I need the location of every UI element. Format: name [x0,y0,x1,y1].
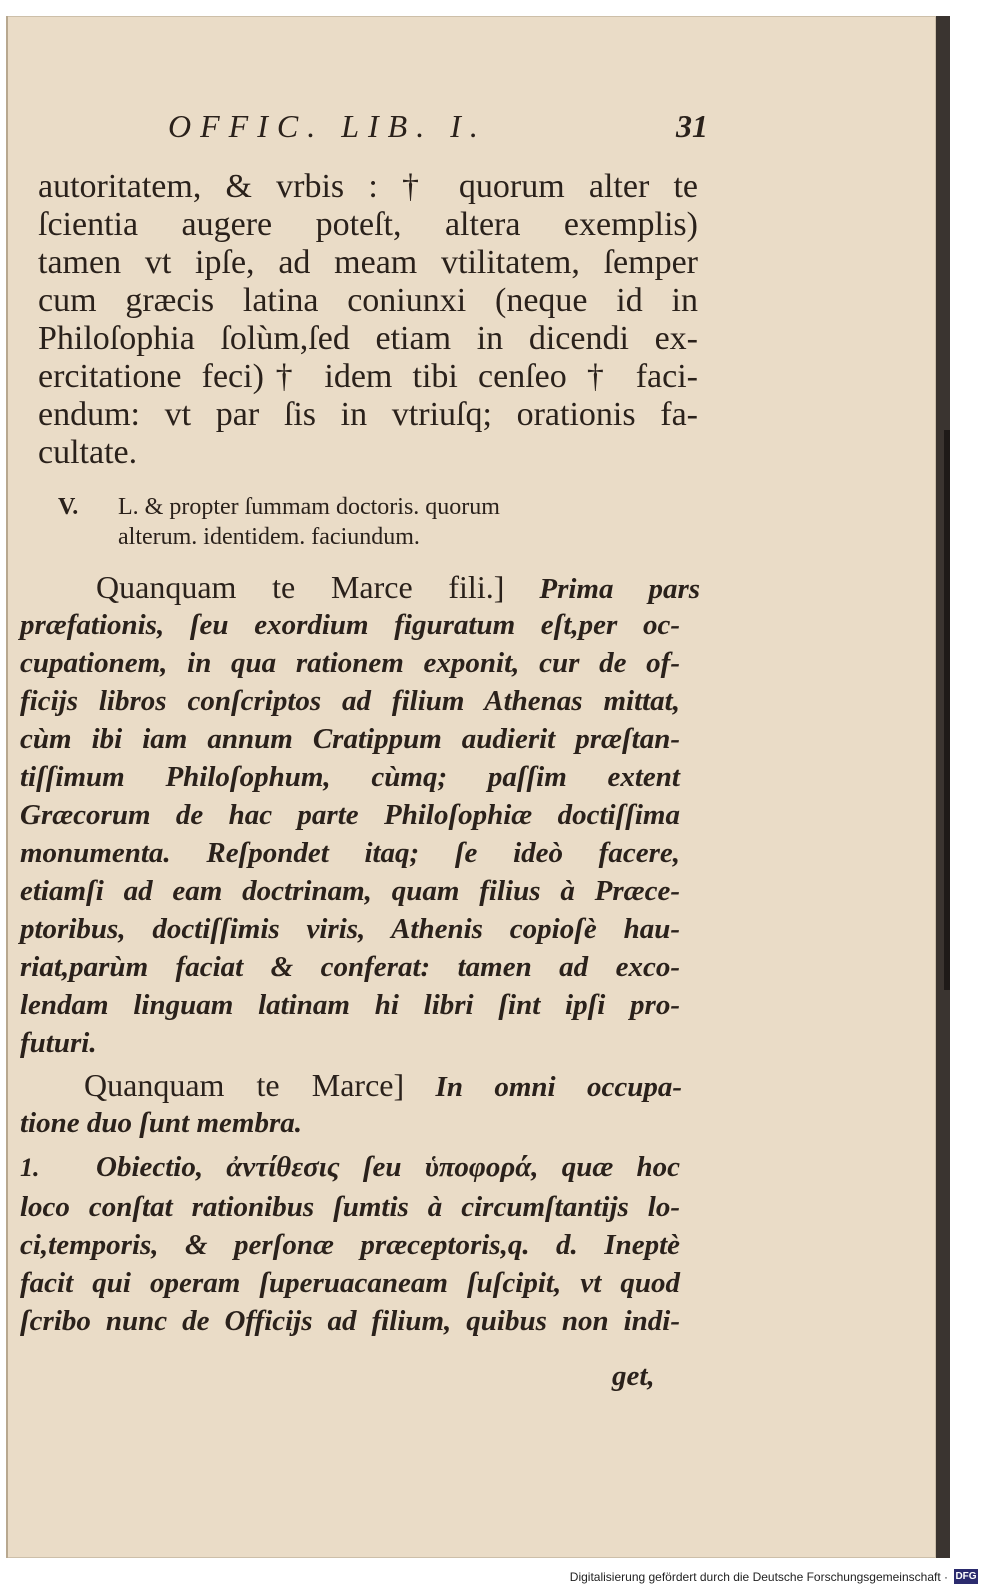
running-head: OFFIC. LIB. I. [168,108,487,144]
lemma: Quanquam te Marce] [84,1067,405,1103]
commentary-line: tiſſimum Philoſophum, cùmq; paſſim extent [20,761,680,793]
page-header [168,108,708,152]
commentary-line: cùm ibi iam annum Cratippum audierit præſtan- [20,723,680,755]
commentary-line: ſcribo nunc de Officijs ad filium, quibus non indi- [20,1305,680,1337]
lemma: Quanquam te Marce fili.] [96,569,505,605]
text-line: cultate. [38,434,138,471]
commentary-line: monumenta. Reſpondet itaq; ſe ideò facere, [20,837,680,869]
text-line: Philoſophia ſolùm,ſed etiam in dicendi ex- [38,320,698,357]
commentary-line: ci,temporis, & perſonæ præceptoris,q. d. Ineptè [20,1229,680,1261]
commentary-line [84,1066,682,1106]
variant-reading-line: alterum. identidem. faciundum. [118,524,420,550]
variant-reading-line [58,492,678,522]
commentary-line: Græcorum de hac parte Philoſophiæ doctiſſima [20,799,680,831]
text-line: tamen vt ipſe, ad meam vtilitatem, ſemper [38,244,698,281]
commentary-line: futuri. [20,1027,97,1059]
commentary-text: Prima pars [539,573,701,605]
dfg-logo: DFG [955,1571,977,1582]
commentary-line: ptoribus, doctiſſimis viris, Athenis copioſè hau- [20,913,680,945]
text-line: ercitatione feci)† idem tibi cenſeo † faci- [38,358,698,395]
commentary-line: etiamſi ad eam doctrinam, quam filius à Præce- [20,875,680,907]
catchword: get, [612,1360,655,1392]
variant-text: L. & propter ſummam doctoris. quorum [118,494,500,520]
commentary-text: In omni occupa- [435,1071,683,1103]
section-number: 1. [20,1153,40,1182]
commentary-line: cupationem, in qua rationem exponit, cur de of- [20,647,680,679]
commentary-line: ficijs libros conſcriptos ad filium Athenas mittat, [20,685,680,717]
page-left-edge [6,16,8,1558]
text-line: autoritatem, & vrbis : † quorum alter te [38,168,698,205]
commentary-line: loco conſtat rationibus ſumtis à circumſtantijs lo- [20,1191,680,1223]
commentary-line: lendam linguam latinam hi libri ſint ipſi pro- [20,989,680,1021]
commentary-line: præfationis, ſeu exordium figuratum eſt,per oc- [20,609,680,641]
commentary-line: tione duo ſunt membra. [20,1107,302,1139]
text-line: endum: vt par ſis in vtriuſq; orationis fa- [38,396,698,433]
text-line: ſcientia augere poteſt, altera exemplis) [38,206,698,243]
commentary-text: Obiectio, ἀντίθεσις ſeu ὑποφορά, quæ hoc [96,1151,680,1183]
page-number: 31 [676,108,708,144]
variant-label: V. [58,494,79,520]
commentary-line [96,568,700,608]
digitization-credit: Digitalisierung gefördert durch die Deutsche Forschungsgemeinschaft · [569,1570,948,1584]
commentary-line: facit qui operam ſuperuacaneam ſuſcipit, vt quod [20,1267,680,1299]
page-binding-shadow [944,430,950,990]
commentary-line: riat,parùm faciat & conferat: tamen ad exco- [20,951,680,983]
commentary-line [20,1148,680,1187]
text-line: cum græcis latina coniunxi (neque id in [38,282,698,319]
